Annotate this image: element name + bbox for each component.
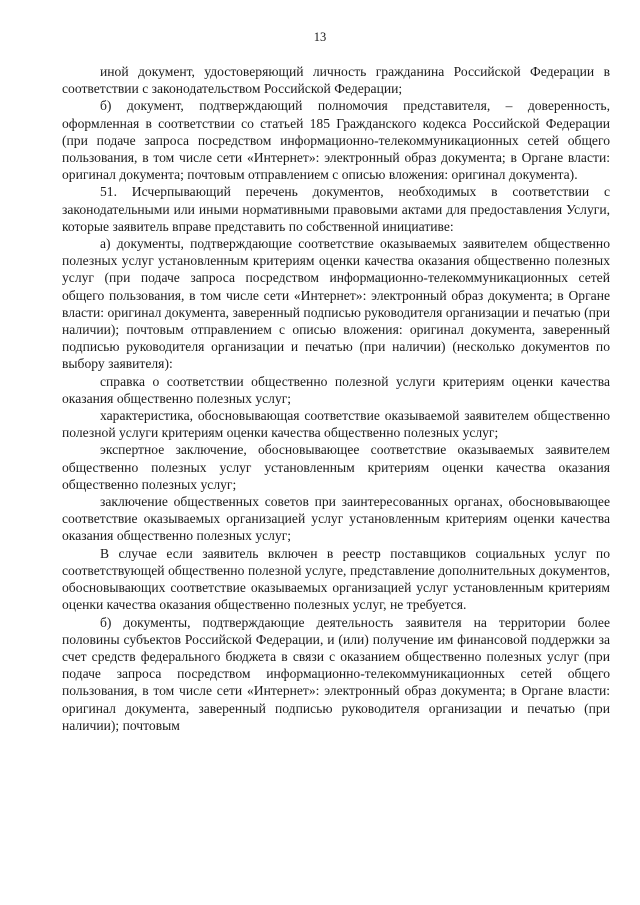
paragraph-certificate: справка о соответствии общественно полезной услуги критериям оценки качества оказания общественно полезных услуг; xyxy=(62,373,610,406)
paragraph-characteristic: характеристика, обосновывающая соответствие оказываемой заявителем общественно полезной услуги критериям оценки качества общественно полезных услуг; xyxy=(62,408,610,441)
page-number: 13 xyxy=(313,30,327,44)
paragraph-registry-exception: В случае если заявитель включен в реестр поставщиков социальных услуг по соответствующей общественно полезной услуге, представление дополнительных документов, обосновывающих соответствие оказываемых организацией услуг установленным критериям оценки качества оказания общественно полезных услуг, не требуется. xyxy=(62,545,610,613)
document-body xyxy=(62,63,610,734)
paragraph-expert-opinion: экспертное заключение, обосновывающее соответствие оказываемых заявителем общественно полезных услуг установленным критериям оценки качества оказания общественно полезных услуг; xyxy=(62,442,610,492)
paragraph-council-opinion: заключение общественных советов при заинтересованных органах, обосновывающее соответствие оказываемых организацией услуг установленным критериям оценки качества оказания общественно полезных услуг; xyxy=(62,494,610,544)
paragraph-representative-authority: б) документ, подтверждающий полномочия представителя, – доверенность, оформленная в соответствии со статьей 185 Гражданского кодекса Российской Федерации (при подаче запроса посредством информационно-телекоммуникационных сетей общего пользования, в том числе сети «Интернет»: электронный образ документа; в Органе власти: оригинал документа; почтовым отправлением с описью вложения: оригинал документа). xyxy=(62,98,610,183)
paragraph-clause-51: 51. Исчерпывающий перечень документов, необходимых в соответствии с законодательными или иными нормативными правовыми актами для предоставления Услуги, которые заявитель вправе представить по собственной инициативе: xyxy=(62,184,610,234)
paragraph-item-b: б) документы, подтверждающие деятельность заявителя на территории более половины субъектов Российской Федерации, и (или) получение им финансовой поддержки за счет средств федерального бюджета в связи с оказанием общественно полезных услуг (при подаче запроса посредством информационно-телекоммуникационных сетей общего пользования, в том числе сети «Интернет»: электронный образ документа; в Органе власти: оригинал документа, заверенный подписью руководителя организации и печатью (при наличии); почтовым xyxy=(62,614,610,733)
paragraph-identity-document: иной документ, удостоверяющий личность гражданина Российской Федерации в соответствии с законодательством Российской Федерации; xyxy=(62,64,610,97)
paragraph-item-a: а) документы, подтверждающие соответствие оказываемых заявителем общественно полезных услуг установленным критериям оценки качества оказания общественно полезных услуг (при подаче запроса посредством информационно-телекоммуникационных сетей общего пользования, в том числе сети «Интернет»: электронный образ документа; в Органе власти: оригинал документа, заверенный подписью руководителя организации и печатью (при наличии); почтовым отправлением с описью вложения: оригинал документа, заверенный подписью руководителя организации и печатью (при наличии) (несколько документов по выбору заявителя): xyxy=(62,236,610,372)
